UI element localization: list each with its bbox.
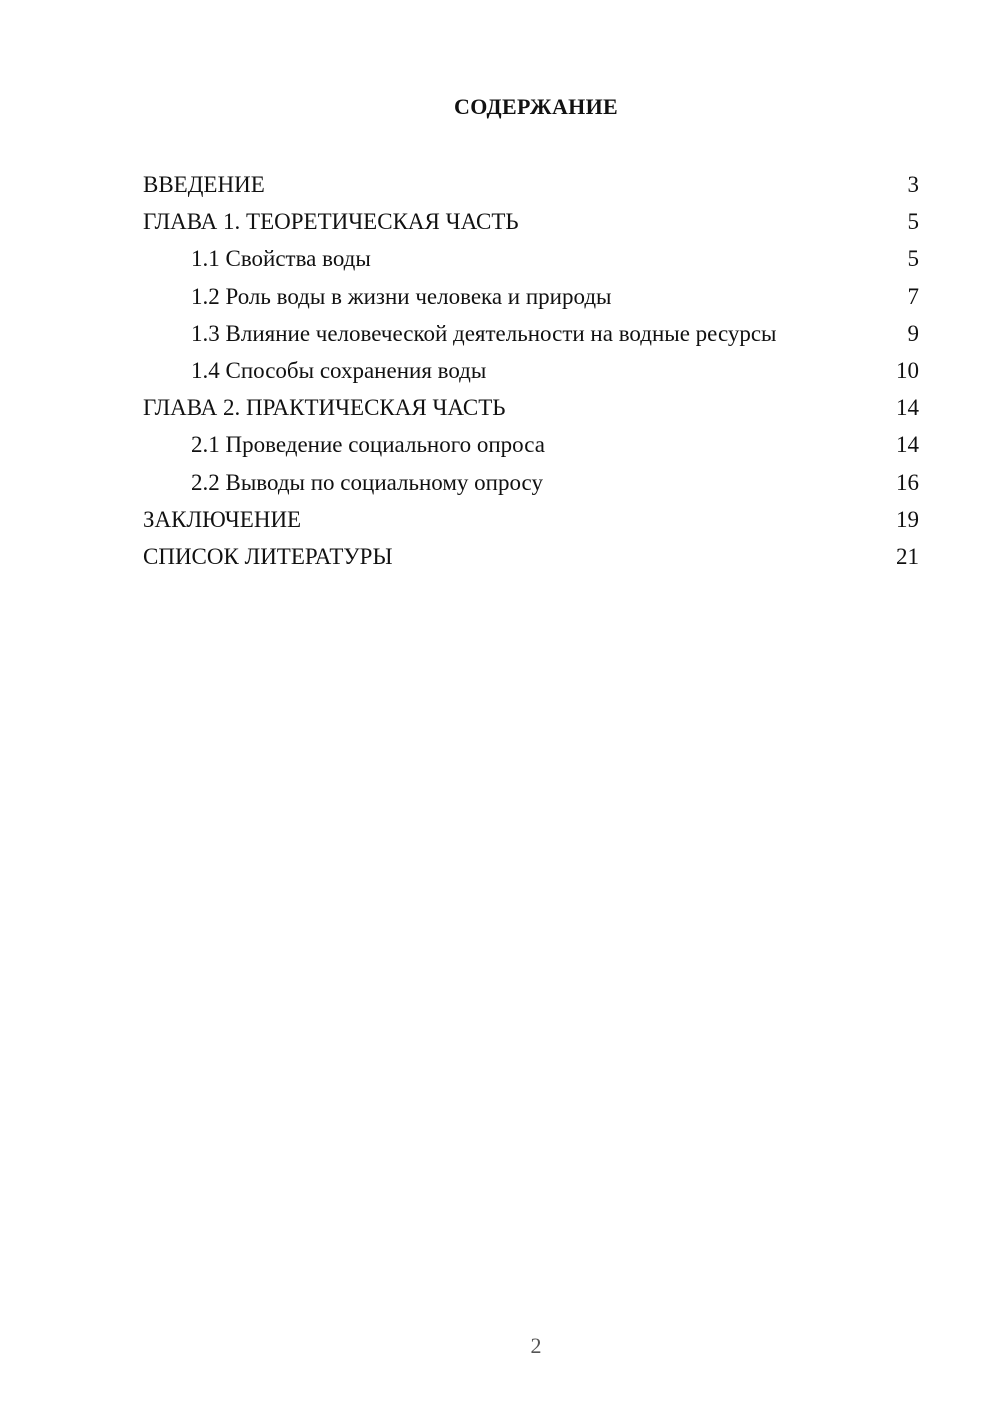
toc-item-label: СПИСОК ЛИТЕРАТУРЫ	[143, 543, 393, 569]
toc-item-label: ГЛАВА 2. ПРАКТИЧЕСКАЯ ЧАСТЬ	[143, 395, 506, 421]
page-title: СОДЕРЖАНИЕ	[454, 94, 618, 119]
toc-item-page: 5	[907, 246, 919, 272]
toc-item-label: 1.3 Влияние человеческой деятельности на водные ресурсы	[191, 320, 777, 346]
toc-item-section-1-3	[143, 318, 919, 355]
toc-item-chapter-2	[143, 392, 919, 429]
toc-item-page: 19	[896, 506, 919, 532]
toc-item-page: 10	[896, 357, 919, 383]
page-number: 2	[530, 1333, 542, 1358]
toc-item-label: 2.2 Выводы по социальному опросу	[191, 469, 543, 495]
toc-item-conclusion	[143, 504, 919, 541]
toc-item-page: 16	[896, 469, 919, 495]
toc-item-label: 2.1 Проведение социального опроса	[191, 432, 545, 458]
toc-item-section-2-1	[143, 429, 919, 466]
toc-item-page: 3	[907, 172, 919, 197]
toc-item-label: ВВЕДЕНИЕ	[143, 172, 265, 197]
toc-item-page: 14	[896, 432, 919, 458]
toc-item-references	[143, 541, 919, 578]
toc-item-page: 5	[907, 209, 919, 235]
toc-item-page: 9	[907, 320, 919, 346]
toc-item-section-1-1	[143, 243, 919, 280]
toc-item-label: ГЛАВА 1. ТЕОРЕТИЧЕСКАЯ ЧАСТЬ	[143, 209, 519, 235]
toc-item-chapter-1	[143, 206, 919, 243]
table-of-contents	[143, 169, 919, 578]
toc-item-page: 7	[907, 283, 919, 309]
toc-item-label: 1.4 Способы сохранения воды	[191, 357, 487, 383]
toc-item-label: 1.1 Свойства воды	[191, 246, 371, 272]
toc-item-section-1-4	[143, 355, 919, 392]
toc-item-section-1-2	[143, 281, 919, 318]
toc-item-page: 21	[896, 543, 919, 569]
toc-item-introduction	[143, 169, 919, 206]
toc-item-section-2-2	[143, 467, 919, 504]
toc-item-label: ЗАКЛЮЧЕНИЕ	[143, 506, 302, 532]
toc-item-label: 1.2 Роль воды в жизни человека и природы	[191, 283, 612, 309]
toc-item-page: 14	[896, 395, 919, 421]
